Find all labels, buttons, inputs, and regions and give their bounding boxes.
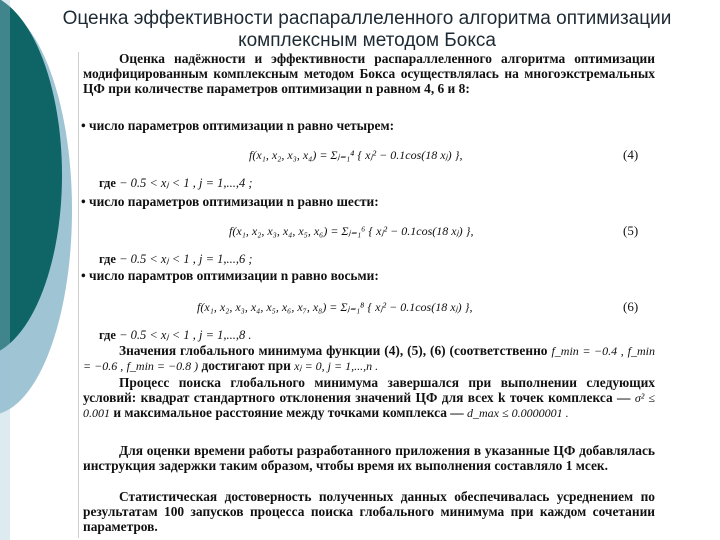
formula-4: f(x₁, x₂, x₃, x₄) = Σⱼ₌₁⁴ { xⱼ² − 0.1cos(18 xⱼ) },	[249, 148, 463, 162]
constraint-text: − 0.5 < xⱼ < 1 , j = 1,...,8 .	[119, 328, 252, 342]
constraint-5	[99, 252, 253, 266]
scanned-page	[78, 52, 669, 538]
slide-title: Оценка эффективности распараллеленного алгоритма оптимизации комплексным методом Бокса	[62, 8, 672, 51]
stop-text-b: и максимальное расстояние между точками комплекса —	[113, 404, 464, 420]
equation-number-6: (6)	[623, 299, 639, 314]
fmin-4: f_min = −0.4 ,	[551, 344, 624, 358]
formula-5: f(x₁, x₂, x₃, x₄, x₅, x₆) = Σⱼ₌₁⁶ { xⱼ² − 0.1cos(18 xⱼ) },	[229, 224, 474, 238]
fmin-8: f_min = −0.8 )	[126, 358, 199, 373]
constraint-text: − 0.5 < xⱼ < 1 , j = 1,...,6 ;	[119, 252, 253, 266]
stop-text: Процесс поиска глобального минимума завершался при выполнении следующих условий: квадрат стандартного отклонения значений ЦФ для всех k точек комплекса —	[83, 375, 655, 405]
where-label: где	[99, 176, 116, 190]
minima-paragraph	[83, 344, 655, 374]
stop-criteria-paragraph	[83, 376, 655, 421]
where-label: где	[99, 328, 116, 342]
minima-text: Значения глобального минимума функции (4), (5), (6) (соответственно	[119, 343, 548, 358]
equation-number-5: (5)	[623, 223, 639, 238]
constraint-4	[99, 176, 253, 190]
equation-number-4: (4)	[623, 147, 639, 162]
bullet-n4: • число параметров оптимизации n равно четырем:	[81, 118, 395, 133]
fmin-6: f_min = −0.6 ,	[83, 344, 655, 373]
slide-decoration	[0, 0, 80, 540]
dmax-criterion: d_max ≤ 0.0000001 .	[467, 405, 569, 420]
constraint-text: − 0.5 < xⱼ < 1 , j = 1,...,4 ;	[119, 176, 253, 190]
statistics-paragraph: Статистическая достоверность полученных данных обеспечивалась усреднением по результатам 100 запусков процесса поиска глобального минимума при каждом сочетании параметров.	[83, 489, 655, 534]
bullet-n6: • число параметров оптимизации n равно шести:	[81, 194, 379, 209]
constraint-6	[99, 328, 252, 342]
delay-paragraph: Для оценки времени работы разработанного приложения в указанные ЦФ добавлялась инструкция задержки таким образом, чтобы время их выполнения составляло 1 мсек.	[83, 443, 655, 473]
where-label: где	[99, 252, 116, 266]
minimum-condition: xⱼ = 0, j = 1,...,n .	[294, 358, 379, 373]
minima-text-b: достигают при	[201, 357, 291, 373]
intro-paragraph: Оценка надёжности и эффективности распараллеленного алгоритма оптимизации модифицированным комплексным методом Бокса осуществлялась на многоэкстремальных ЦФ при количестве параметров оптимизации n равном 4, 6 и 8:	[83, 52, 655, 96]
formula-6: f(x₁, x₂, x₃, x₄, x₅, x₆, x₇, x₈) = Σⱼ₌₁⁸ { xⱼ² − 0.1cos(18 xⱼ) },	[197, 300, 473, 314]
sigma-criterion: σ² ≤ 0.001	[83, 390, 655, 420]
bullet-n8: • число парамтров оптимизации n равно восьми:	[81, 268, 379, 283]
